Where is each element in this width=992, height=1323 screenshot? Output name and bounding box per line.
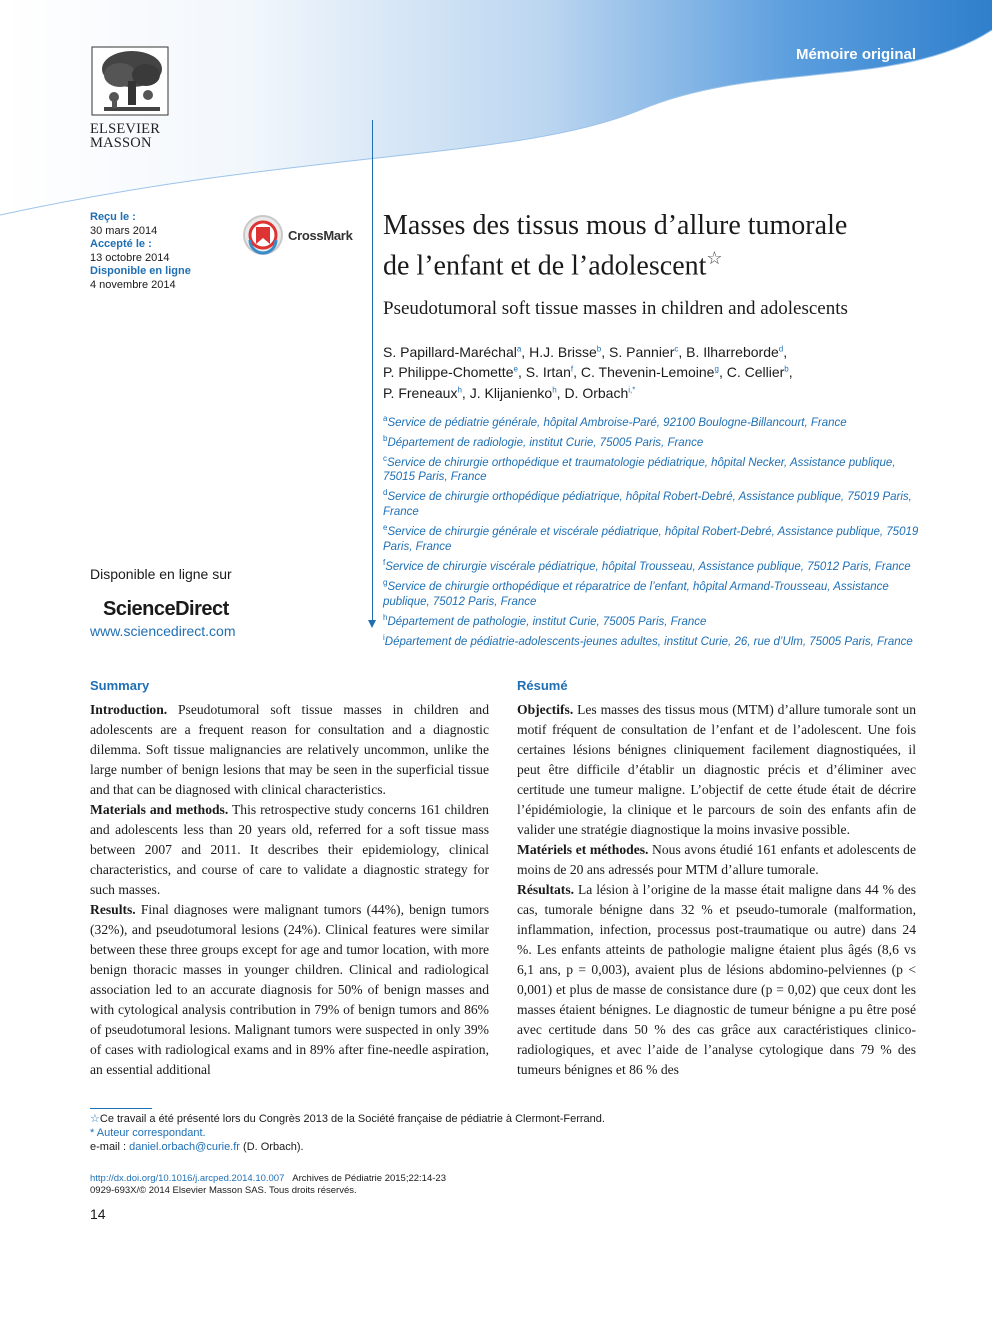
resume-heading: Résumé [517,678,568,693]
divider-line [372,120,373,625]
journal-citation: Archives de Pédiatrie 2015;22:14-23 [292,1173,446,1184]
author-affiliation-ref[interactable]: h [552,385,557,395]
sciencedirect-block [90,566,290,639]
author-name: P. Philippe-Chomette$^e$, [383,364,526,381]
author-name: H.J. Brisse$^b$, [529,343,609,360]
abstract-paragraph: Results. Final diagnoses were malignant tumors (44%), benign tumors (32%), and pseudotumoral lesions (24%). Clinical features were similar between these three groups except for age and tumor location, with more benign thoracic masses in younger children. Clinical and radiological association led to an accurate diagnosis for 50% of benign masses and with cytological analysis contribution in 79% of benign tumors and 86% of pseudotumoral lesions. Malignant tumors were suspected in only 39% of cases with radiological exams and in 89% after fine-needle aspiration, an essential additional [90,902,489,1077]
title-line-1: Masses des tissus mous d’allure tumorale [383,210,848,241]
crossmark-icon [242,214,284,256]
asterisk-icon: * [90,1127,95,1139]
author-name: B. Ilharreborde$^d$, [686,343,788,360]
summary-column [90,676,489,1080]
crossmark-label: CrossMark [288,227,353,243]
accepted-value: 13 octobre 2014 [90,251,170,264]
author-name: C. Cellier$^b$, [726,364,793,381]
doi-link[interactable]: http://dx.doi.org/10.1016/j.arcped.2014.10.007 [90,1173,285,1184]
email-suffix: (D. Orbach). [239,1141,304,1153]
affiliation-item: $^g$Service de chirurgie orthopédique et réparatrice de l’enfant, hôpital Armand-Trousseau, Assistance publique, 75012 Paris, France [383,577,889,608]
footnote-star-icon: ☆ [90,1113,100,1125]
footnote-star-text: Ce travail a été présenté lors du Congrès 2013 de la Société française de pédiatrie à Clermont-Ferrand. [99,1113,605,1125]
affiliation-item: $^c$Service de chirurgie orthopédique et traumatologie pédiatrique, hôpital Necker, Assistance publique, 75015 Paris, France [383,453,896,484]
article-title [383,210,943,282]
accepted-label: Accepté le : [90,238,152,250]
doi-block [90,1173,446,1197]
online-label: Disponible en ligne [90,265,191,277]
author-name: D. Orbach$^{i,*}$ [564,384,636,401]
affiliation-item: $^e$Service de chirurgie générale et viscérale pédiatrique, hôpital Robert-Debré, Assistance publique, 75019 Paris, France [383,523,919,554]
arrow-down-icon [368,620,376,628]
affiliation-item: $^d$Service de chirurgie orthopédique pédiatrique, hôpital Robert-Debré, Assistance publique, 75019 Paris, France [383,488,912,519]
received-value: 30 mars 2014 [90,224,158,237]
footnote-rule [90,1108,152,1109]
abstract-paragraph: Résultats. La lésion à l’origine de la masse était maligne dans 44 % des cas, tumorale bénigne dans 32 % et pseudo-tumorale (malformation, inflammation, infection, processus post-traumatique ou autre) dans 24 %. Les enfants atteints de pathologie maligne étaient plus âgés (8,6 vs 6,1 ans, p = 0,003), avaient plus de lésions abdomino-pelviennes (p < 0,001) et plus de masse de consistance dure (p = 0,02) que ceux dont les masses étaient bénignes. Le diagnostic de tumeur bénigne a pu être posé avec certitude dans 50 % des cas grâce aux caractéristiques clinico-radiologiques, et avec l’aide de l’analyse cytologique dans 79 % des tumeurs bénignes et 86 % des [517,882,916,1077]
author-name: C. Thevenin-Lemoine$^g$, [580,364,727,381]
abstract-paragraph: Materials and methods. This retrospective study concerns 161 children and adolescents less than 20 years old, referred for a soft tissue mass between 2007 and 2011. It describes their epidemiology, clinical characteristics, and course of care to validate a diagnostic strategy for such masses. [90,802,489,897]
article-dates [90,211,191,292]
author-name: S. Irtan$^f$, [525,364,581,381]
copyright: 0929-693X/© 2014 Elsevier Masson SAS. Tous droits réservés. [90,1185,357,1196]
crossmark-button[interactable] [242,214,357,256]
author-affiliation-ref[interactable]: d [778,344,784,353]
email-link[interactable]: daniel.orbach@curie.fr [129,1141,240,1153]
affiliation-item: $^a$Service de pédiatrie générale, hôpital Ambroise-Paré, 92100 Boulogne-Billancourt, France [383,414,847,429]
publisher-name-1: ELSEVIER [90,121,161,137]
author-name: J. Klijanienko$^h$, [469,384,565,401]
author-name: S. Pannier$^c$, [609,343,687,360]
author-affiliation-ref[interactable]: c [674,344,679,353]
online-value: 4 novembre 2014 [90,278,176,291]
abstract-paragraph: Matériels et méthodes. Nous avons étudié 161 enfants et adolescents de moins de 20 ans adressés pour MTM d’allure tumorale. [517,842,916,877]
article-subtitle: Pseudotumoral soft tissue masses in children and adolescents [383,298,848,319]
sciencedirect-link[interactable]: www.sciencedirect.com [90,623,236,639]
tree-icon [90,45,170,117]
affiliation-item: $^f$Service de chirurgie viscérale pédiatrique, hôpital Trousseau, Assistance publique, 75012 Paris, France [383,558,911,573]
author-affiliation-ref[interactable]: b [784,364,789,374]
abstract-paragraph: Introduction. Pseudotumoral soft tissue masses in children and adolescents are a frequent reason for consultation and a diagnostic dilemma. Soft tissue malignancies are relatively uncommon, unlike the large number of benign lesions that may be seen in the superficial tissue and that can be diagnosed with clinical characteristics. [90,702,489,797]
author-affiliation-ref[interactable]: h [457,385,462,395]
sciencedirect-logo[interactable]: ScienceDirect [103,598,229,620]
publisher-name-2: MASSON [90,135,152,151]
author-affiliation-ref[interactable]: i,* [628,385,636,395]
email-label: e-mail : [90,1141,130,1153]
affiliation-item: $^h$Département de pathologie, institut Curie, 75005 Paris, France [383,612,707,628]
author-affiliation-ref[interactable]: a [516,344,522,353]
author-affiliation-ref[interactable]: b [596,344,602,353]
author-affiliation-ref[interactable]: e [513,364,518,374]
received-label: Reçu le : [90,211,136,223]
resume-column [517,676,916,1080]
author-affiliation-ref[interactable]: f [570,364,574,374]
available-online-label: Disponible en ligne sur [90,566,232,582]
author-name: P. Freneaux$^h$, [383,384,470,401]
author-name: S. Papillard-Maréchal$^a$, [383,343,530,360]
footnotes [90,1112,605,1154]
title-star-icon[interactable]: ☆ [706,248,723,268]
title-line-2: de l’enfant et de l’adolescent [383,250,707,282]
affiliation-item: $^i$Département de pédiatrie-adolescents-jeunes adultes, institut Curie, 26, rue d’Ulm, 75005 Paris, France [383,632,913,648]
affiliation-item: $^b$Département de radiologie, institut Curie, 75005 Paris, France [383,433,704,449]
article-type-badge: Mémoire original [795,46,916,63]
corresponding-author-note: Auteur correspondant. [96,1127,206,1139]
author-list [383,340,853,402]
affiliation-list [383,411,923,649]
elsevier-masson-logo [90,45,170,150]
page-number: 14 [90,1206,106,1222]
author-affiliation-ref[interactable]: g [714,364,719,374]
summary-heading: Summary [90,678,150,693]
abstract-paragraph: Objectifs. Les masses des tissus mous (MTM) d’allure tumorale sont un motif fréquent de consultation de l’enfant et de l’adolescent. Une fois certaines lésions bénignes cliniquement facilement diagnostiquées, il peut être difficile d’établir un diagnostic précis et d’éliminer avec certitude une tumeur maligne. L’objectif de cette étude était de décrire l’épidémiologie, la clinique et le parcours de soin des enfants afin de valider une stratégie diagnostique la moins invasive possible. [517,702,916,837]
